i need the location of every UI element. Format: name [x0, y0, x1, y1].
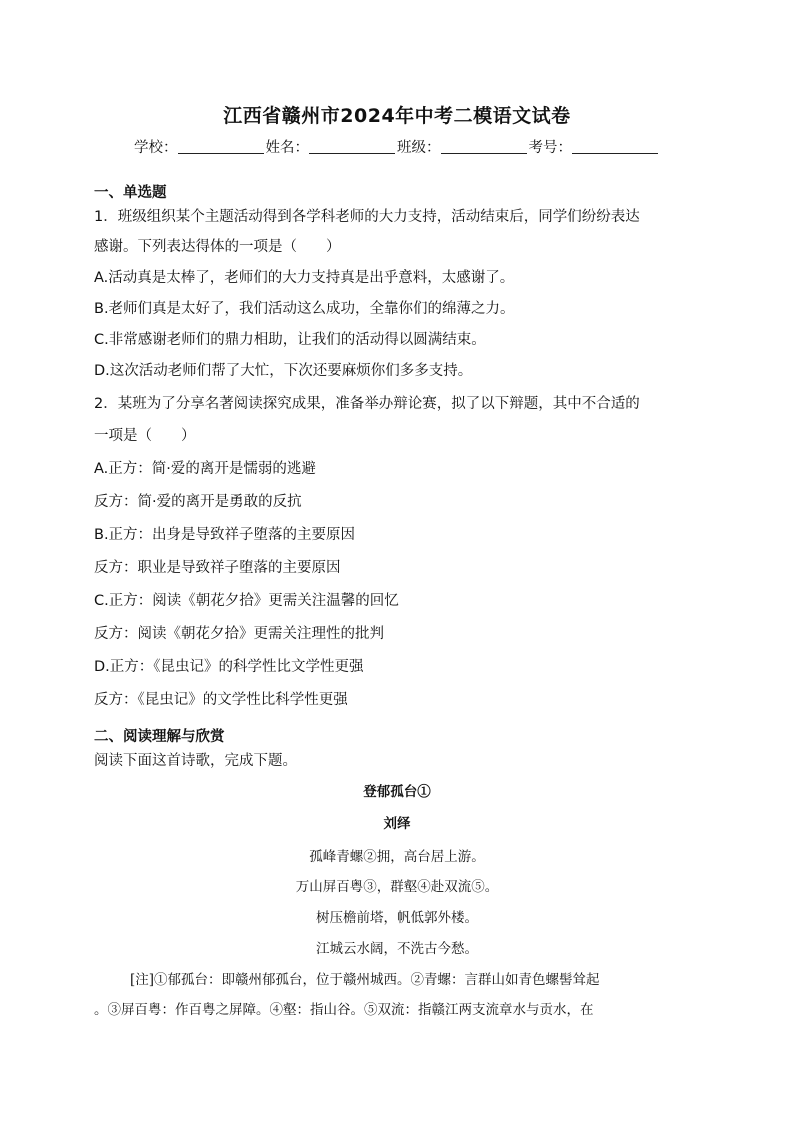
class-blank	[441, 139, 527, 154]
student-info-line	[0, 136, 794, 157]
exam-number-blank	[572, 139, 658, 154]
section-heading-single-choice: 一、单选题	[94, 185, 167, 201]
poem-line: 江城云水阔，不洗古今愁。	[316, 941, 478, 957]
school-label: 学校：	[134, 140, 178, 156]
name-blank	[309, 139, 395, 154]
name-label: 姓名：	[265, 140, 309, 156]
question-2-stem-line-1: 2．某班为了分享名著阅读探究成果，准备举办辩论赛，拟了以下辩题，其中不合适的	[94, 396, 640, 412]
question-1-option-a: A.活动真是太棒了，老师们的大力支持真是出乎意料，太感谢了。	[94, 270, 515, 286]
question-2-option-a-pro: A.正方：简·爱的离开是懦弱的逃避	[94, 461, 316, 477]
poem-note-line-1: [注]①郁孤台：即赣州郁孤台，位于赣州城西。②青螺：言群山如青色螺髻耸起	[130, 972, 600, 988]
question-2-option-d-con: 反方：《昆虫记》的文学性比科学性更强	[94, 692, 348, 708]
poem-line: 树压檐前塔，帆低郭外楼。	[316, 910, 478, 926]
poem-line: 万山屏百粤③，群壑④赴双流⑤。	[295, 879, 499, 895]
question-1-stem-line-1: 1．班级组织某个主题活动得到各学科老师的大力支持，活动结束后，同学们纷纷表达	[94, 209, 640, 225]
poem-note-line-2: 。③屏百粤：作百粤之屏障。④壑：指山谷。⑤双流：指赣江两支流章水与贡水，在	[94, 1002, 594, 1018]
question-1-option-d: D.这次活动老师们帮了大忙，下次还要麻烦你们多多支持。	[94, 363, 473, 379]
exam-title: 江西省赣州市2024年中考二模语文试卷	[223, 105, 571, 127]
poem-author: 刘绎	[383, 816, 411, 832]
question-2-stem-line-2: 一项是（ ）	[94, 428, 196, 444]
exam-number-label: 考号：	[528, 140, 572, 156]
reading-intro: 阅读下面这首诗歌，完成下题。	[94, 753, 297, 769]
question-2-option-d-pro: D.正方：《昆虫记》的科学性比文学性更强	[94, 659, 364, 675]
question-1-stem-line-2: 感谢。下列表达得体的一项是（ ）	[94, 239, 341, 255]
question-2-option-c-con: 反方：阅读《朝花夕拾》更需关注理性的批判	[94, 626, 384, 642]
question-2-option-b-pro: B.正方：出身是导致祥子堕落的主要原因	[94, 527, 356, 543]
poem-title: 登郁孤台①	[363, 784, 431, 800]
question-2-option-a-con: 反方：简·爱的离开是勇敢的反抗	[94, 494, 302, 510]
question-2-option-c-pro: C.正方：阅读《朝花夕拾》更需关注温馨的回忆	[94, 593, 399, 609]
poem-line: 孤峰青螺②拥，高台居上游。	[309, 849, 485, 865]
class-label: 班级：	[397, 140, 441, 156]
question-1-option-c: C.非常感谢老师们的鼎力相助，让我们的活动得以圆满结束。	[94, 332, 486, 348]
school-blank	[178, 139, 264, 154]
question-1-option-b: B.老师们真是太好了，我们活动这么成功，全靠你们的绵薄之力。	[94, 301, 515, 317]
section-heading-reading: 二、阅读理解与欣赏	[94, 729, 225, 745]
question-2-option-b-con: 反方：职业是导致祥子堕落的主要原因	[94, 560, 341, 576]
